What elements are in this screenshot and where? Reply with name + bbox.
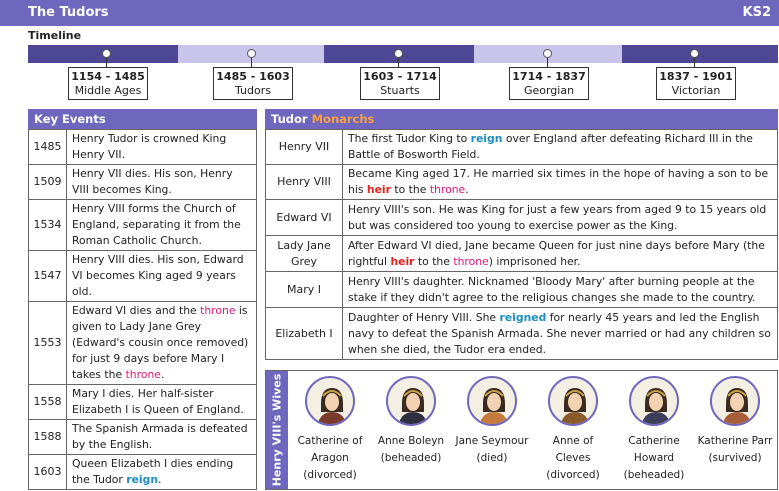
period-years: 1714 - 1837 [512,70,586,83]
monarch-description [343,272,778,308]
wife-name-line: Cleves [555,452,591,464]
wife-name-line: Howard [633,452,675,464]
table-row [29,251,257,302]
monarch-name: Henry VII [266,130,343,165]
event-year: 1558 [29,385,67,420]
wives-heading [266,371,288,489]
text-segment: Henry VIII's son. He was King for just a few years from aged 9 to 15 years old but was considered too young to exercise power as the King. [348,202,767,232]
event-description [67,420,257,455]
monarchs-table [265,129,778,360]
wife-name [371,433,451,467]
text-segment: ) imprisoned her. [488,254,581,268]
timeline-period-tudors [213,67,293,100]
table-row [29,420,257,455]
period-name: Georgian [523,84,575,97]
monarch-name: Edward VI [266,200,343,236]
wife-fate: (divorced) [303,469,357,481]
text-segment: Mary I dies. Her half-sister Elizabeth I is Queen of England. [72,387,244,416]
wife-fate: (survived) [708,452,762,464]
table-row [266,165,778,200]
monarch-description [343,165,778,200]
wife-card [290,376,370,484]
key-stage-badge: KS2 [742,5,771,20]
table-row [29,302,257,385]
text-segment: Henry VIII dies. His son, Edward VI becomes King aged 9 years old. [72,253,244,298]
text-segment: Daughter of Henry VIII. She [348,310,500,324]
wife-card [614,376,694,484]
text-segment: is given to Lady Jane Grey (Edward's cousin once removed) for just 9 days before Mary I takes the [72,304,249,381]
monarch-description [343,130,778,165]
wife-name [452,433,532,467]
event-description [67,455,257,490]
period-years: 1485 - 1603 [216,70,290,83]
timeline-period-victorian [656,67,736,100]
wife-card [452,376,532,467]
wife-name [614,433,694,484]
monarch-description [343,200,778,236]
wife-name [695,433,775,467]
event-description [67,200,257,251]
period-name: Stuarts [380,84,420,97]
monarch-name: Lady Jane Grey [266,236,343,272]
event-year: 1553 [29,302,67,385]
event-year: 1547 [29,251,67,302]
table-row [266,130,778,165]
event-description [67,302,257,385]
table-row [29,385,257,420]
keyword-throne: throne [453,254,489,268]
timeline-marker [394,49,403,58]
wife-name-line: Anne Boleyn [377,435,445,447]
keyword-reign: reign [126,473,159,486]
table-row [266,272,778,308]
text-segment: The first Tudor King to [348,132,471,145]
text-segment: over England after defeating Richard III in the Battle of Bosworth Field. [348,132,753,161]
period-name: Middle Ages [74,84,142,97]
event-description [67,251,257,302]
wife-card [695,376,775,467]
wife-name [290,433,370,484]
text-segment: for nearly 45 years and led the English navy to defeat the Spanish Armada. She never married or had any children so when she died, the Tudor era ended. [348,310,771,356]
text-segment: After Edward VI died, Jane became Queen for just nine days before Mary (the rightful [348,238,765,268]
text-segment: . [158,473,162,486]
wife-name-line: Catherine [628,435,680,447]
event-description [67,385,257,420]
portrait-icon [467,376,517,426]
timeline-marker [543,49,552,58]
text-segment: . [160,368,165,381]
wife-fate: (died) [476,452,508,464]
wife-fate: (divorced) [546,469,600,481]
keyword-throne: throne [200,304,236,317]
monarchs-title-a: Tudor [271,112,308,126]
event-year: 1509 [29,165,67,200]
text-segment: Edward VI dies and the [72,304,201,317]
monarchs-heading [265,109,778,129]
keyword-throne: throne [429,183,466,196]
monarch-description [343,308,778,360]
wives-title: Henry VIII's Wives [270,373,284,487]
keyword-reigned: reigned [499,310,547,324]
table-row [266,236,778,272]
key-events-table [28,129,257,490]
page-title: The Tudors [28,5,109,20]
table-row [29,200,257,251]
text-segment: Henry VII dies. His son, Henry VIII becomes King. [72,167,233,196]
event-year: 1588 [29,420,67,455]
text-segment: The Spanish Armada is defeated by the English. [72,422,248,451]
keyword-heir: heir [390,254,415,268]
period-years: 1603 - 1714 [363,70,437,83]
table-row [29,165,257,200]
monarch-name: Henry VIII [266,165,343,200]
table-row [29,455,257,490]
portrait-icon [629,376,679,426]
portrait-icon [305,376,355,426]
period-name: Victorian [671,84,721,97]
text-segment: Henry VIII's daughter. Nicknamed 'Bloody Mary' after burning people at the stake if they didn't agree to the religious changes she made to the country. [348,274,756,304]
monarchs-title-b: Monarchs [311,112,375,126]
wife-name-line: Aragon [311,452,349,464]
wife-fate: (beheaded) [380,452,442,464]
period-name: Tudors [235,84,271,97]
text-segment: . [465,183,469,196]
wife-name-line: Jane Seymour [455,435,529,447]
timeline-marker [247,49,256,58]
monarch-name: Mary I [266,272,343,308]
text-segment: to the [414,254,454,268]
portrait-icon [710,376,760,426]
period-years: 1154 - 1485 [71,70,145,83]
wife-name-line: Anne of [552,435,594,447]
table-row [266,200,778,236]
wife-name-line: Katherine Parr [697,435,773,447]
keyword-heir: heir [366,183,391,196]
keyword-reign: reign [470,132,503,145]
timeline-period-stuarts [360,67,440,100]
wife-card [371,376,451,467]
page-header [0,0,779,26]
period-years: 1837 - 1901 [659,70,733,83]
event-year: 1534 [29,200,67,251]
monarch-name: Elizabeth I [266,308,343,360]
table-row [266,308,778,360]
event-description [67,130,257,165]
portrait-icon [386,376,436,426]
wife-name-line: Catherine of [297,435,363,447]
text-segment: Became King aged 17. He married six times in the hope of having a son to be his [348,167,769,196]
text-segment: Henry VIII forms the Church of England, separating it from the Roman Catholic Church. [72,202,241,247]
event-description [67,165,257,200]
event-year: 1603 [29,455,67,490]
timeline-label: Timeline [28,29,82,42]
timeline-marker [690,49,699,58]
wives-panel [265,370,778,490]
portrait-icon [548,376,598,426]
keyword-throne: throne [125,368,161,381]
wife-fate: (beheaded) [623,469,685,481]
timeline-period-georgian [509,67,589,100]
key-events-heading [28,109,257,129]
wife-card [533,376,613,484]
timeline-segment-victorian [622,45,778,63]
table-row [29,130,257,165]
wife-name [533,433,613,484]
monarch-description [343,236,778,272]
event-year: 1485 [29,130,67,165]
text-segment: to the [390,183,430,196]
text-segment: Queen Elizabeth I dies ending the Tudor [72,457,234,486]
key-events-title: Key Events [34,112,106,126]
text-segment: Henry Tudor is crowned King Henry VII. [72,132,227,161]
timeline-marker [102,49,111,58]
timeline-period-middle-ages [68,67,148,100]
